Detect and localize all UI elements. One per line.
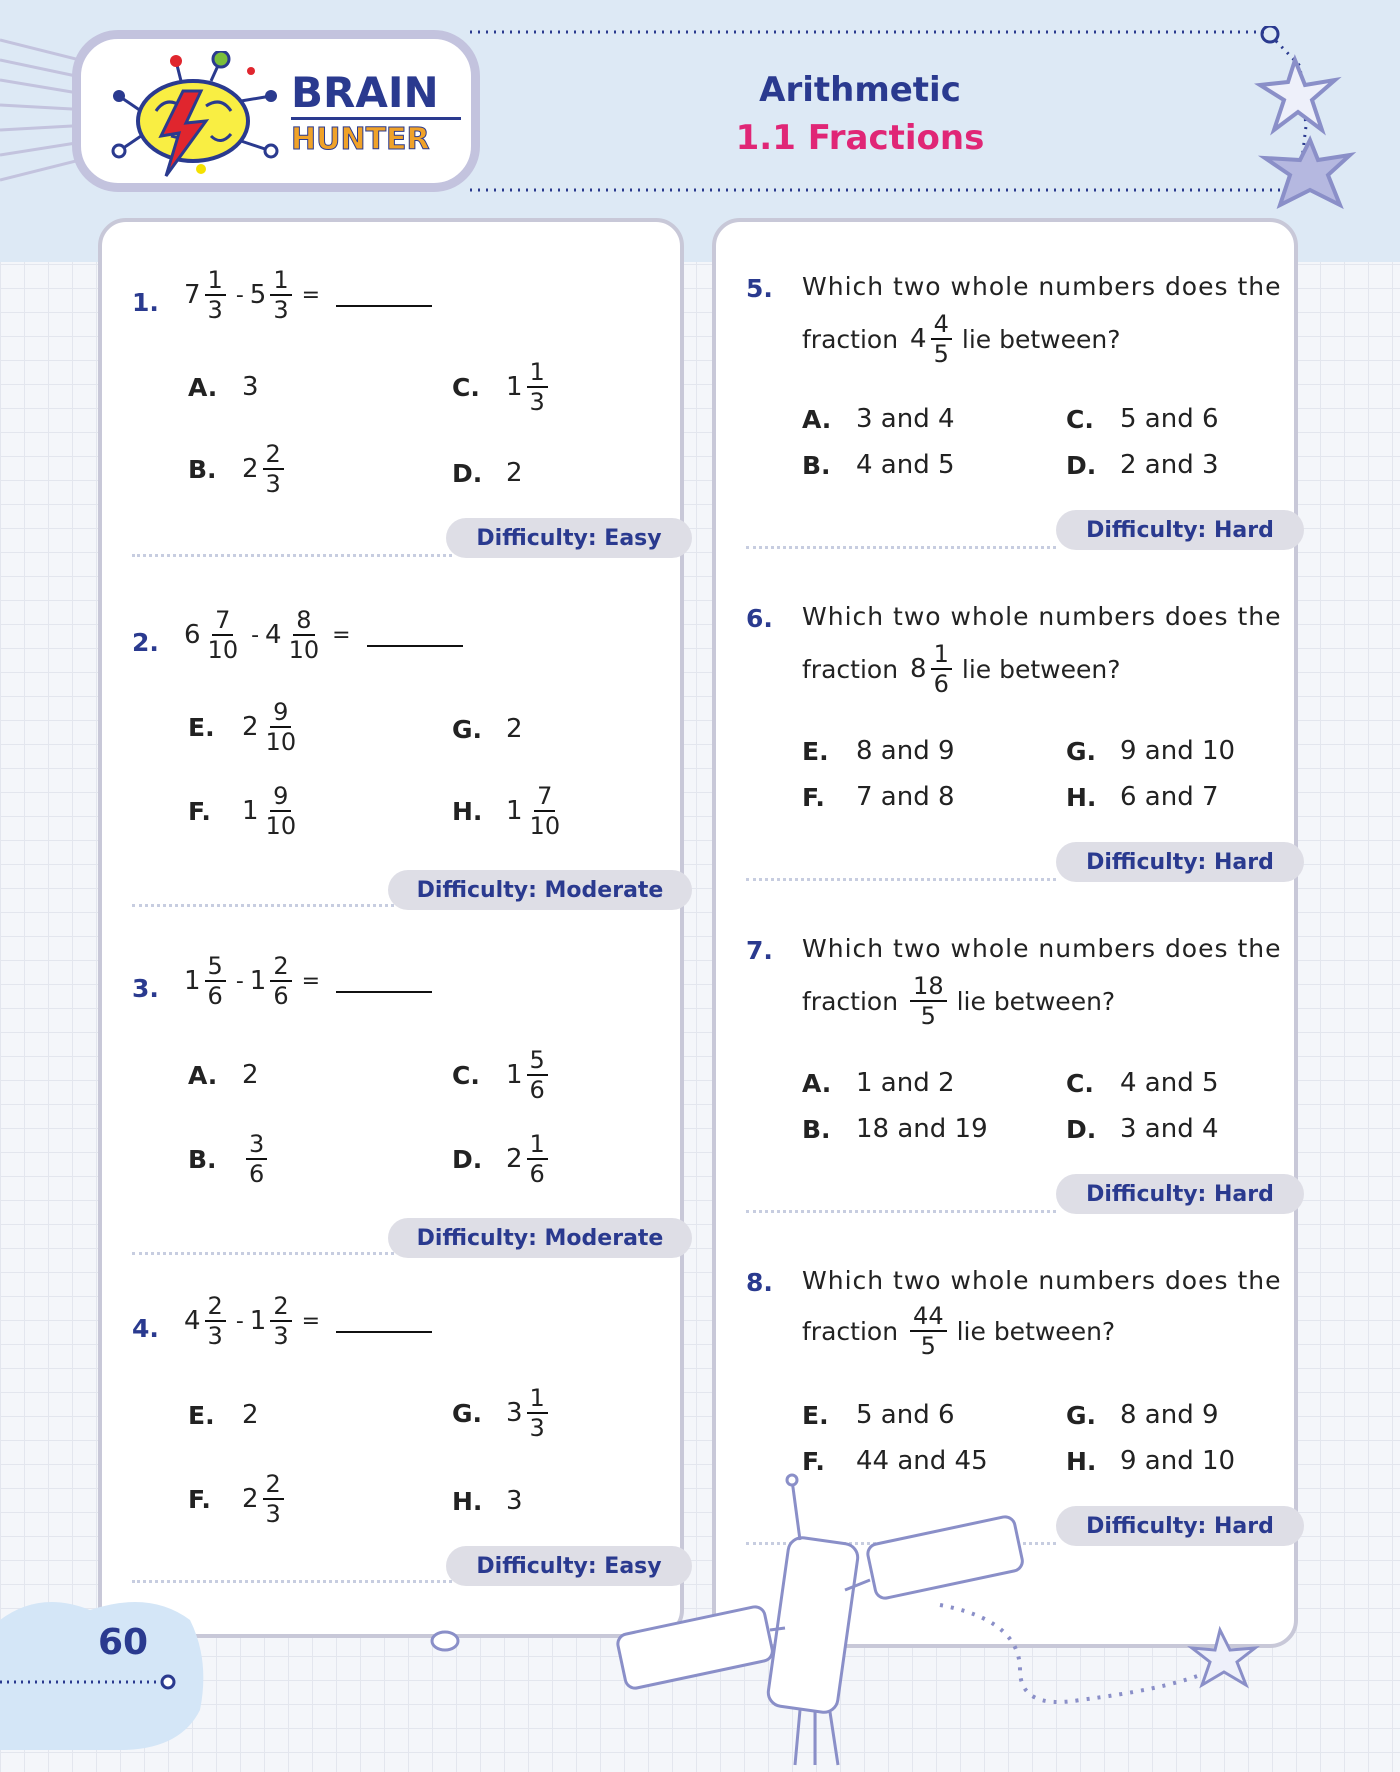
option-label: C. [452,372,480,402]
fraction [246,1130,267,1188]
option-value: 3 and 4 [856,404,955,434]
numerator: 8 [293,606,314,636]
option-g[interactable] [1066,736,1235,766]
option-label: C. [452,1060,480,1090]
option-value: 9 and 10 [1120,736,1236,766]
text: lie between? [956,1316,1116,1346]
option-c[interactable] [1066,1068,1219,1098]
whole: 1 [242,796,259,826]
option-d[interactable] [452,1130,552,1188]
denominator: 3 [273,1322,289,1350]
denominator: 5 [933,340,949,368]
option-a[interactable] [802,404,955,434]
option-value: 5 and 6 [1120,404,1219,434]
operator: - [235,282,244,308]
option-label: E. [188,712,215,742]
logo-word-brain: BRAIN [291,68,439,117]
denominator: 5 [920,1002,936,1030]
option-value: 7 and 8 [856,782,955,812]
option-a[interactable] [802,1068,955,1098]
logo-badge [72,30,480,192]
option-value: 18 and 19 [856,1114,988,1144]
denominator: 5 [920,1332,936,1360]
numerator: 2 [263,1470,284,1500]
whole: 4 [184,1306,201,1336]
option-label: A. [188,1060,218,1090]
option-label: D. [1066,450,1097,480]
page-title: Arithmetic [759,70,961,110]
fraction [931,640,952,698]
question-number: 8. [746,1268,773,1297]
brain-lightning-icon [111,51,281,181]
difficulty-badge: Difficulty: Easy [446,1546,692,1586]
option-g[interactable] [452,1384,552,1442]
option-value: 9 and 10 [1120,1446,1236,1476]
option-value: 2 [242,1400,259,1430]
question-number: 2. [132,628,159,657]
fraction [270,952,291,1010]
option-label: H. [452,796,483,826]
question-number: 1. [132,288,159,317]
denominator: 6 [249,1160,265,1188]
option-label: E. [802,1400,829,1430]
option-g[interactable] [1066,1400,1219,1430]
difficulty-badge: Difficulty: Moderate [388,870,692,910]
answer-blank[interactable] [336,969,432,993]
option-label: C. [1066,404,1094,434]
option-b[interactable] [802,450,955,480]
text: fraction [802,654,899,684]
denominator: 3 [529,1414,545,1442]
option-value: 8 and 9 [1120,1400,1219,1430]
question-3-expression [184,952,432,1010]
option-f[interactable] [188,782,303,840]
fraction [527,1130,548,1188]
denominator: 3 [529,388,545,416]
option-label: H. [1066,782,1097,812]
numerator: 4 [931,310,952,340]
whole: 1 [506,372,523,402]
fraction [910,1302,947,1360]
equals: = [301,1308,321,1334]
numerator: 2 [263,440,284,470]
text: fraction [802,1316,899,1346]
divider [132,1252,394,1255]
divider [132,1580,452,1583]
option-value: 2 [242,1060,259,1090]
operator: - [251,622,260,648]
option-e[interactable] [802,736,955,766]
numerator: 9 [270,698,291,728]
question-number: 5. [746,274,773,303]
option-e[interactable] [188,698,303,756]
option-label: H. [452,1486,483,1516]
numerator: 2 [270,1292,291,1322]
option-label: E. [802,736,829,766]
fraction [263,782,300,840]
question-2-expression [184,606,463,664]
denominator: 3 [265,470,281,498]
whole: 2 [506,1144,523,1174]
fraction [205,952,226,1010]
denominator: 6 [933,670,949,698]
fraction [205,266,226,324]
question-8-fraction-line [802,1302,1115,1360]
option-label: B. [802,450,831,480]
difficulty-badge: Difficulty: Hard [1056,1506,1304,1546]
question-number: 7. [746,936,773,965]
numerator: 1 [931,640,952,670]
numerator: 2 [270,952,291,982]
answer-blank[interactable] [336,1309,432,1333]
denominator: 3 [207,296,223,324]
text: fraction [802,324,899,354]
whole: 1 [506,796,523,826]
option-c[interactable] [452,1046,552,1104]
fraction [205,606,242,664]
denominator: 6 [207,982,223,1010]
numerator: 2 [205,1292,226,1322]
fraction [270,266,291,324]
option-value: 4 and 5 [856,450,955,480]
option-label: F. [188,796,211,826]
option-f[interactable] [188,1470,288,1528]
option-label: C. [1066,1068,1094,1098]
option-a[interactable] [188,1060,259,1090]
option-label: F. [188,1484,211,1514]
option-label: G. [1066,736,1097,766]
star-icon [1240,40,1390,220]
option-label: F. [802,1446,825,1476]
question-text: Which two whole numbers does the [802,602,1282,631]
numerator: 9 [270,782,291,812]
option-label: G. [452,1398,483,1428]
denominator: 3 [207,1322,223,1350]
divider [746,1210,1056,1213]
page-number: 60 [98,1622,149,1663]
option-label: D. [452,1144,483,1174]
option-a[interactable] [188,372,259,402]
option-value: 6 and 7 [1120,782,1219,812]
logo-word-hunter: HUNTER [291,117,461,160]
fraction [527,358,548,416]
denominator: 10 [207,636,239,664]
whole: 2 [242,712,259,742]
fraction [910,972,947,1030]
option-g[interactable] [452,714,523,744]
question-5-fraction-line [802,310,1120,368]
option-value: 3 [506,1486,523,1516]
fraction [263,440,284,498]
numerator: 5 [205,952,226,982]
numerator: 7 [212,606,233,636]
question-number: 4. [132,1314,159,1343]
whole: 1 [249,966,267,996]
text: fraction [802,986,899,1016]
option-h[interactable] [452,1486,523,1516]
divider [746,878,1056,881]
option-h[interactable] [1066,782,1219,812]
question-text: Which two whole numbers does the [802,272,1282,301]
option-label: D. [1066,1114,1097,1144]
numerator: 3 [246,1130,267,1160]
equals: = [301,968,321,994]
option-label: D. [452,458,483,488]
question-text: Which two whole numbers does the [802,1266,1282,1295]
option-label: E. [188,1400,215,1430]
option-c[interactable] [1066,404,1219,434]
numerator: 1 [527,358,548,388]
option-label: A. [802,1068,832,1098]
option-c[interactable] [452,358,552,416]
option-value: 5 and 6 [856,1400,955,1430]
option-f[interactable] [802,782,955,812]
operator: - [235,968,244,994]
difficulty-badge: Difficulty: Moderate [388,1218,692,1258]
option-label: B. [188,1144,217,1174]
numerator: 7 [534,782,555,812]
fraction [263,1470,284,1528]
page-subtitle: 1.1 Fractions [735,118,985,158]
operator: - [235,1308,244,1334]
text: lie between? [956,986,1116,1016]
small-ring-icon [428,1628,462,1654]
fraction [527,782,564,840]
whole: 6 [184,620,201,650]
option-value: 4 and 5 [1120,1068,1219,1098]
numerator: 1 [527,1384,548,1414]
fraction [527,1384,548,1442]
answer-blank[interactable] [367,623,463,647]
answer-blank[interactable] [336,283,432,307]
option-value: 3 [242,372,259,402]
left-question-panel [98,218,684,1638]
denominator: 10 [529,812,561,840]
option-b[interactable] [802,1114,988,1144]
option-label: A. [802,404,832,434]
option-b[interactable] [188,1130,271,1188]
whole: 1 [184,966,201,996]
fraction [931,310,952,368]
equals: = [332,622,351,648]
equals: = [301,282,321,308]
page-number-cloud [0,1590,220,1772]
option-e[interactable] [188,1400,259,1430]
fraction [205,1292,226,1350]
divider [746,546,1056,549]
option-value: 8 and 9 [856,736,955,766]
denominator: 6 [529,1076,545,1104]
numerator: 1 [270,266,291,296]
option-value: 1 and 2 [856,1068,955,1098]
option-e[interactable] [802,1400,955,1430]
fraction [270,1292,291,1350]
whole: 4 [910,324,927,354]
denominator: 10 [265,728,297,756]
denominator: 6 [529,1160,545,1188]
denominator: 3 [273,296,289,324]
difficulty-badge: Difficulty: Hard [1056,842,1304,882]
question-6-fraction-line [802,640,1120,698]
whole: 1 [506,1060,523,1090]
option-d[interactable] [452,458,523,488]
option-label: A. [188,372,218,402]
numerator: 5 [527,1046,548,1076]
whole: 1 [249,1306,267,1336]
question-number: 6. [746,604,773,633]
option-label: G. [452,714,483,744]
question-1-expression [184,266,432,324]
question-text: Which two whole numbers does the [802,934,1282,963]
denominator: 6 [273,982,289,1010]
option-value: 2 [506,458,523,488]
option-value: 2 and 3 [1120,450,1219,480]
denominator: 10 [288,636,320,664]
option-value: 44 and 45 [856,1446,988,1476]
whole: 4 [265,620,282,650]
option-d[interactable] [1066,1114,1219,1144]
numerator: 18 [910,972,947,1002]
fraction [286,606,323,664]
question-number: 3. [132,974,159,1003]
numerator: 1 [205,266,226,296]
numerator: 1 [527,1130,548,1160]
denominator: 10 [265,812,297,840]
fraction [263,698,300,756]
option-label: F. [802,782,825,812]
denominator: 3 [265,1500,281,1528]
difficulty-badge: Difficulty: Hard [1056,1174,1304,1214]
option-label: B. [188,454,217,484]
question-4-expression [184,1292,432,1350]
option-label: H. [1066,1446,1097,1476]
option-label: G. [1066,1400,1097,1430]
whole: 3 [506,1398,523,1428]
satellite-illustration [600,1470,1400,1770]
whole: 5 [249,280,267,310]
whole: 2 [242,1484,259,1514]
whole: 2 [242,454,259,484]
whole: 8 [910,654,927,684]
option-value: 3 and 4 [1120,1114,1219,1144]
text: lie between? [961,324,1121,354]
text: lie between? [961,654,1121,684]
difficulty-badge: Difficulty: Easy [446,518,692,558]
divider [132,904,394,907]
fraction [527,1046,548,1104]
option-value: 2 [506,714,523,744]
whole: 7 [184,280,201,310]
divider [132,554,452,557]
option-b[interactable] [188,440,288,498]
difficulty-badge: Difficulty: Hard [1056,510,1304,550]
option-label: B. [802,1114,831,1144]
question-7-fraction-line [802,972,1115,1030]
option-h[interactable] [452,782,567,840]
option-d[interactable] [1066,450,1219,480]
numerator: 44 [910,1302,947,1332]
